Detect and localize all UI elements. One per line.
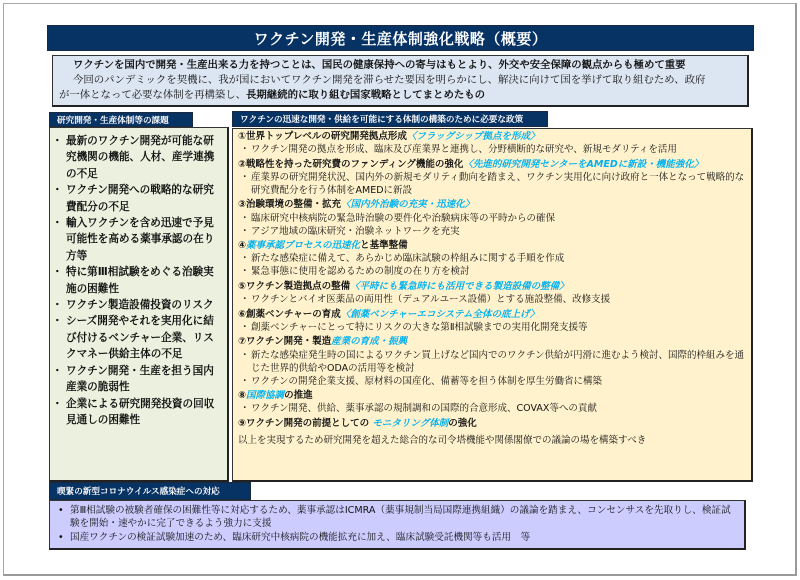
policy-number: ① [238, 131, 247, 142]
policy-number: ⑤ [238, 281, 247, 293]
summary-line-3 [59, 88, 741, 103]
issue-item: ・ ワクチン開発への戦略的な研究費配分の不足 [54, 182, 223, 215]
policy-item: ・ 臨床研究中核病院の緊急時治験の要件化や治験病床等の平時からの確保 [238, 212, 747, 225]
policies-header: ワクチンの迅速な開発・供給を可能にする体制の構築のために必要な政策 [232, 111, 548, 127]
policy-item: ・ ワクチン開発の拠点を形成、臨床及び産業界と連携し、分野横断的な研究や、新規モダリティを活用 [238, 143, 747, 156]
issue-item: ・ ワクチン開発・生産を担う国内産業の脆弱性 [54, 363, 223, 396]
policies-footer: 以上を実現するため研究開発を超えた総合的な司令塔機能や関係閣僚での議論の場を構築すべき [238, 435, 647, 447]
policy-accent: 〈先進的研究開発センターをAMEDに新設・機能強化〉 [463, 158, 704, 170]
policy-number: ⑧ [238, 390, 247, 402]
summary-line-2: 今回のパンデミックを契機に、我が国においてワクチン開発を滞らせた要因を明らかにし、解決に向けて国を挙げて取り組むため、政府 [73, 74, 706, 86]
policy-item: ・ アジア地域の臨床研究・治験ネットワークを充実 [238, 225, 747, 238]
policy-heading [238, 130, 747, 143]
policy-block-2 [238, 158, 747, 197]
policy-block-1 [238, 130, 747, 156]
policy-title-post: の強化 [448, 417, 477, 429]
covid-item: • 国産ワクチンの検証試験加速のため、臨床研究中核病院の機能拡充に加え、臨床試験受託機関等も活用 等 [56, 531, 738, 544]
policies-box [232, 128, 753, 482]
policy-accent: 〈フラッグシップ拠点を形成〉 [406, 131, 540, 142]
policy-accent: モニタリング体制 [372, 417, 449, 429]
policy-title-post: の推進 [284, 390, 313, 402]
issue-item: ・ 特に第Ⅲ相試験をめぐる治験実施の困難性 [54, 264, 223, 297]
policy-accent: 産業の育成・振興 [331, 336, 408, 348]
policy-block-6 [238, 308, 747, 334]
policy-block-8 [238, 389, 747, 415]
policy-title: ワクチン製造拠点の整備 [246, 281, 351, 293]
policy-number: ⑦ [238, 336, 247, 348]
issue-item: ・ 輸入ワクチンを含め迅速で予見可能性を高める薬事承認の在り方等 [54, 215, 223, 264]
policy-accent: 〈平時にも緊急時にも活用できる製造設備の整備〉 [350, 281, 569, 293]
policy-accent: 〈創薬ベンチャーエコシステム全体の底上げ〉 [340, 308, 540, 320]
policy-heading [238, 417, 747, 430]
policy-accent: 国際協調 [246, 390, 285, 402]
policy-accent: 薬事承認プロセスの迅速化 [246, 240, 361, 252]
policy-title: ワクチン開発の前提としての [246, 417, 373, 429]
policy-heading [238, 389, 747, 402]
policy-heading [238, 158, 747, 171]
policy-item: ・ 緊急事態に使用を認めるための制度の在り方を検討 [238, 265, 747, 278]
policy-number: ③ [238, 199, 247, 211]
policy-heading [238, 335, 747, 348]
summary-line-3-bold: 長期継続的に取り組む国家戦略としてまとめたもの [246, 89, 486, 101]
policy-item: ・ 創薬ベンチャーにとって特にリスクの大きな第Ⅱ相試験までの実用化開発支援等 [238, 321, 747, 334]
policy-number: ⑨ [238, 417, 247, 429]
covid-header: 喫緊の新型コロナウイルス感染症への対応 [49, 482, 251, 500]
issue-item: ・ 企業による研究開発投資の回収見通しの困難性 [54, 396, 223, 429]
policy-title-post: と基準整備 [360, 240, 408, 252]
issues-list [49, 127, 229, 482]
issues-header: 研究開発・生産体制等の課題 [49, 112, 193, 127]
policy-title: ワクチン開発・製造 [246, 336, 332, 348]
policy-title: 世界トップレベルの研究開発拠点形成 [246, 131, 407, 142]
policy-title: 治験環境の整備・拡充 [246, 199, 342, 211]
policy-block-9 [238, 417, 747, 430]
policy-item: ・ 新たな感染症に備えて、あらかじめ臨床試験の枠組みに関する手順を作成 [238, 252, 747, 265]
policy-block-7 [238, 335, 747, 387]
issue-item: ・ ワクチン製造設備投資のリスク [54, 297, 223, 313]
covid-list [49, 500, 746, 550]
issue-item: ・ シーズ開発やそれを実用化に結び付けるベンチャー企業、リスクマネー供給主体の不足 [54, 313, 223, 362]
policy-item: ・ ワクチンとバイオ医薬品の両用性（デュアルユース設備）とする施設整備、改修支援 [238, 293, 747, 306]
policy-title: 戦略性を持った研究費のファンディング機能の強化 [246, 158, 464, 170]
policy-item: ・ 産業界の研究開発状況、国内外の新規モダリティ動向を踏まえ、ワクチン実用化に向け政府と一体となって戦略的な研究費配分を行う体制をAMEDに新設 [238, 171, 747, 197]
issue-item: ・ 最新のワクチン開発が可能な研究機関の機能、人材、産学連携の不足 [54, 133, 223, 182]
policy-item: ・ 新たな感染症発生時の国によるワクチン買上げなど国内でのワクチン供給が円滑に進むよう検討、国際的枠組みを通じた世界的供給やODAの活用等を検討 [238, 349, 747, 375]
summary-box [52, 55, 749, 107]
policy-heading [238, 280, 747, 293]
covid-item: • 第Ⅲ相試験の被験者確保の困難性等に対応するため、薬事承認はICMRA（薬事規制当局国際連携組織）の議論を踏まえ、コンセンサスを先取りし、検証試験を開始・速やかに完了できるよう強力に支援 [56, 504, 738, 531]
policy-heading [238, 239, 747, 252]
policy-number: ② [238, 158, 247, 170]
policy-block-3 [238, 198, 747, 237]
summary-line-3-plain: が一体となって必要な体制を再構築し、 [59, 89, 247, 101]
policy-item: ・ ワクチン開発、供給、薬事承認の規制調和の国際的合意形成、COVAX等への貢献 [238, 402, 747, 415]
policy-block-4 [238, 239, 747, 278]
policy-heading [238, 308, 747, 321]
policy-accent: 〈国内外治験の充実・迅速化〉 [341, 199, 475, 211]
summary-line-1: ワクチンを国内で開発・生産出来る力を持つことは、国民の健康保持への寄与はもとより、外交や安全保障の観点からも極めて重要 [73, 59, 686, 71]
policy-number: ④ [238, 240, 247, 252]
policy-block-5 [238, 280, 747, 306]
policy-heading [238, 198, 747, 211]
policy-item: ・ ワクチンの開発企業支援、原材料の国産化、備蓄等を担う体制を厚生労働省に構築 [238, 375, 747, 388]
policy-number: ⑥ [238, 308, 247, 320]
policy-title: 創薬ベンチャーの育成 [246, 308, 341, 320]
page-title: ワクチン開発・生産体制強化戦略（概要） [47, 25, 754, 51]
